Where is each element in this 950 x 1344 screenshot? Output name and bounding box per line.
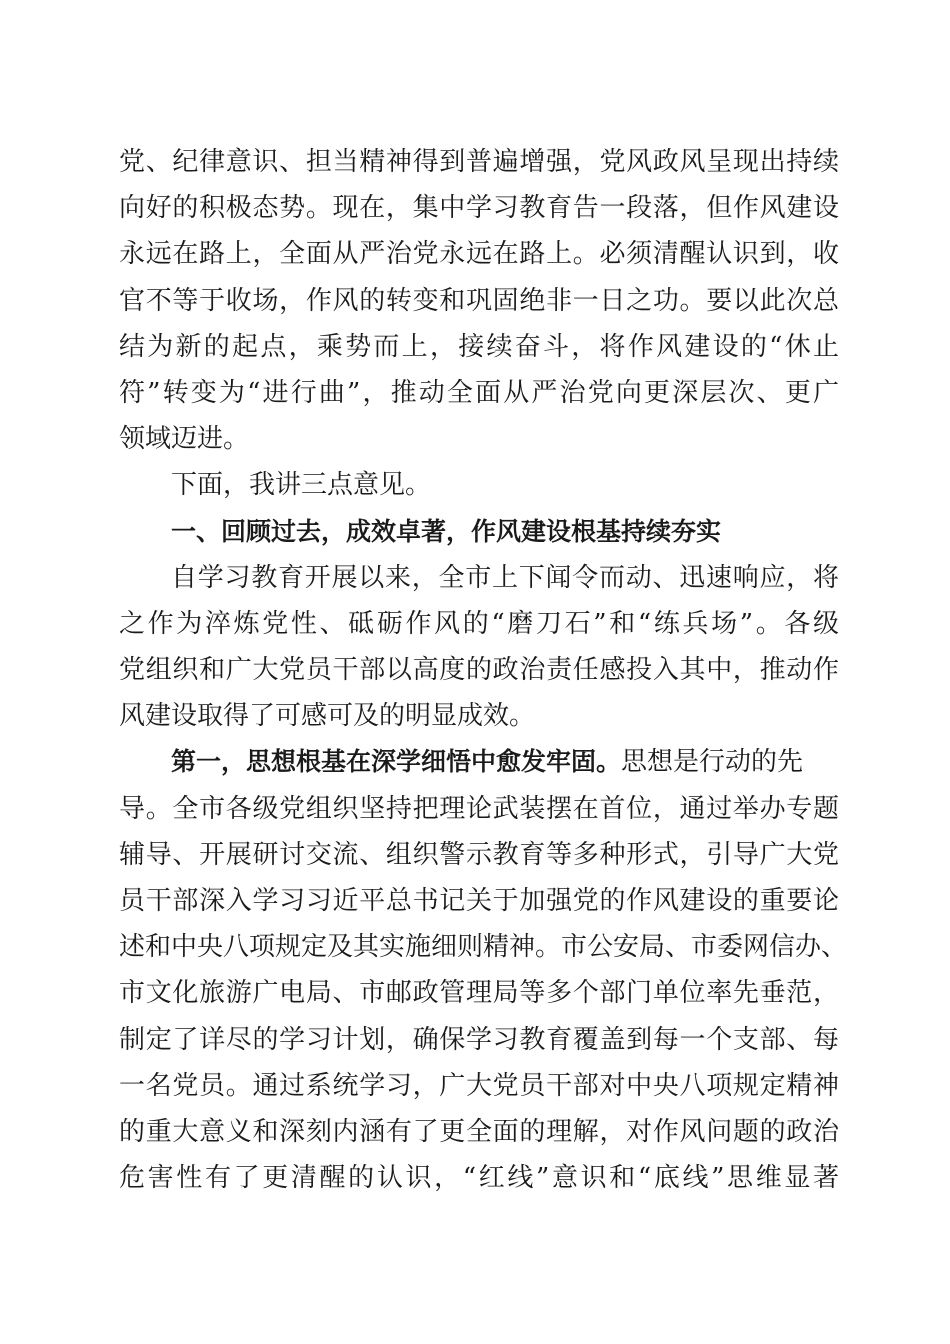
paragraph-line: 官不等于收场，作风的转变和巩固绝非一日之功。要以此次总 [119, 285, 839, 316]
section-heading: 一、回顾过去，成效卓著，作风建设根基持续夯实 [171, 516, 722, 546]
paragraph-line: 之作为淬炼党性、砥砺作风的“磨刀石”和“练兵场”。各级 [119, 608, 839, 639]
paragraph-line [119, 739, 839, 785]
paragraph-line: 领域迈进。 [119, 424, 250, 455]
paragraph-line: 制定了详尽的学习计划，确保学习教育覆盖到每一个支部、每 [119, 1024, 839, 1055]
paragraph-line: 辅导、开展研讨交流、组织警示教育等多种形式，引导广大党 [119, 839, 839, 870]
paragraph-line: 下面，我讲三点意见。 [171, 470, 432, 501]
subsection-lead: 第一，思想根基在深学细悟中愈发牢固。 [171, 747, 622, 777]
paragraph-line: 的重大意义和深刻内涵有了更全面的理解，对作风问题的政治 [119, 1116, 839, 1147]
paragraph-line: 市文化旅游广电局、市邮政管理局等多个部门单位率先垂范， [119, 978, 839, 1009]
paragraph-text: 思想是行动的先 [621, 747, 804, 778]
paragraph-line: 结为新的起点，乘势而上，接续奋斗，将作风建设的“休止 [119, 331, 839, 362]
paragraph-line: 永远在路上，全面从严治党永远在路上。必须清醒认识到，收 [119, 239, 839, 270]
paragraph-line: 党、纪律意识、担当精神得到普遍增强，党风政风呈现出持续 [119, 147, 839, 177]
paragraph-line: 一名党员。通过系统学习，广大党员干部对中央八项规定精神 [119, 1070, 839, 1101]
paragraph-line: 员干部深入学习习近平总书记关于加强党的作风建设的重要论 [119, 886, 839, 916]
paragraph-line: 述和中央八项规定及其实施细则精神。市公安局、市委网信办、 [119, 932, 848, 963]
paragraph-line: 党组织和广大党员干部以高度的政治责任感投入其中，推动作 [119, 655, 839, 686]
paragraph-line: 导。全市各级党组织坚持把理论武装摆在首位，通过举办专题 [119, 793, 839, 824]
paragraph-line: 危害性有了更清醒的认识，“红线”意识和“底线”思维显著 [119, 1163, 839, 1194]
document-body [119, 139, 848, 1201]
paragraph-line: 自学习教育开展以来，全市上下闻令而动、迅速响应，将 [171, 562, 839, 593]
paragraph-line: 风建设取得了可感可及的明显成效。 [119, 701, 536, 732]
paragraph-line: 向好的积极态势。现在，集中学习教育告一段落，但作风建设 [119, 193, 839, 224]
paragraph-line: 符”转变为“进行曲”，推动全面从严治党向更深层次、更广 [119, 377, 839, 408]
